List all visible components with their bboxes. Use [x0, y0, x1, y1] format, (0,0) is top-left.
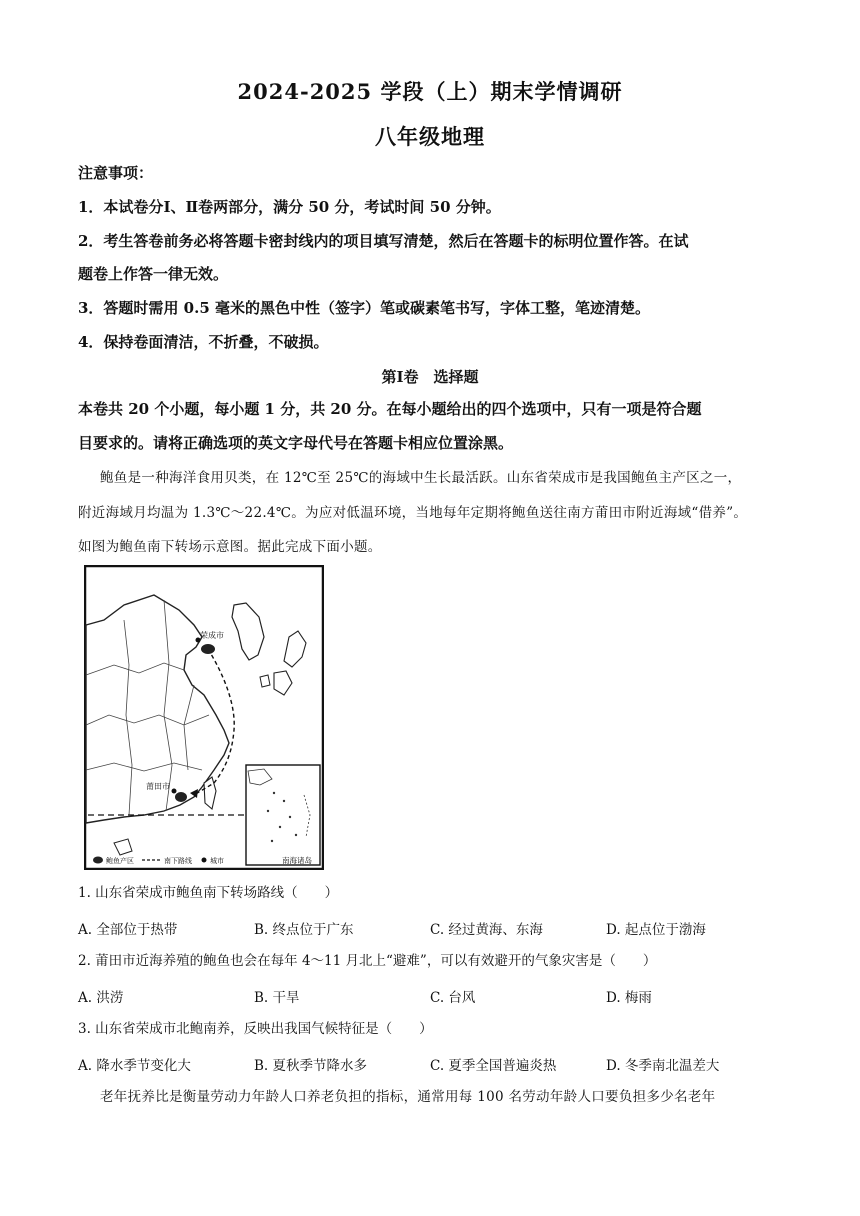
abalone-route-map: [84, 565, 324, 870]
q1-option-d[interactable]: D. 起点位于渤海: [606, 922, 706, 938]
q3-option-a[interactable]: A. 降水季节变化大: [78, 1058, 191, 1074]
section-title: 第Ⅰ卷 选择题: [381, 368, 479, 386]
q2-option-c[interactable]: C. 台风: [430, 990, 476, 1006]
notice-item-2a: 2．考生答卷前务必将答题卡密封线内的项目填写清楚，然后在答题卡的标明位置作答。在试: [78, 232, 689, 250]
notice-item-2b: 题卷上作答一律无效。: [78, 265, 229, 283]
q3-option-d[interactable]: D. 冬季南北温差大: [606, 1058, 720, 1074]
q3-option-b[interactable]: B. 夏秋季节降水多: [254, 1058, 368, 1074]
label-rongcheng: 荣成市: [200, 631, 224, 640]
q2-option-d[interactable]: D. 梅雨: [606, 990, 652, 1006]
q1-option-a[interactable]: A. 全部位于热带: [78, 922, 178, 938]
q3-option-c[interactable]: C. 夏季全国普遍炎热: [430, 1058, 557, 1074]
question-3-stem: 3. 山东省荣成市北鲍南养，反映出我国气候特征是（ ）: [78, 1021, 433, 1037]
q2-option-a[interactable]: A. 洪涝: [78, 990, 124, 1006]
legend-route: 南下路线: [164, 857, 192, 865]
label-putian: 莆田市: [146, 782, 170, 791]
question-2-stem: 2. 莆田市近海养殖的鲍鱼也会在每年 4～11 月北上“避难”，可以有效避开的气象灾害是（ ）: [78, 953, 657, 969]
question-1-stem: 1. 山东省荣成市鲍鱼南下转场路线（ ）: [78, 885, 339, 901]
passage2-line1: 老年抚养比是衡量劳动力年龄人口养老负担的指标，通常用每 100 名劳动年龄人口要负担多少名老年: [100, 1089, 716, 1105]
inset-label: 南海诸岛: [282, 856, 312, 865]
notice-item-1: 1．本试卷分Ⅰ、Ⅱ卷两部分，满分 50 分，考试时间 50 分钟。: [78, 198, 501, 216]
notice-item-4: 4．保持卷面清洁，不折叠，不破损。: [78, 333, 329, 351]
q1-option-c[interactable]: C. 经过黄海、东海: [430, 922, 543, 938]
legend-city: 城市: [210, 857, 224, 865]
notice-heading: 注意事项：: [78, 164, 154, 182]
q2-option-b[interactable]: B. 干旱: [254, 990, 300, 1006]
legend-farm: 鲍鱼产区: [106, 857, 134, 865]
q1-option-b[interactable]: B. 终点位于广东: [254, 922, 354, 938]
exam-title: 2024-2025 学段（上）期末学情调研: [237, 79, 623, 104]
passage1-line2: 附近海域月均温为 1.3℃～22.4℃。为应对低温环境，当地每年定期将鲍鱼送往南方莆田市附近海域“借养”。: [78, 505, 748, 521]
exam-subtitle: 八年级地理: [375, 124, 485, 149]
section-intro-a: 本卷共 20 个小题，每小题 1 分，共 20 分。在每小题给出的四个选项中，只有一项是符合题: [78, 400, 702, 418]
passage1-line3: 如图为鲍鱼南下转场示意图。据此完成下面小题。: [78, 539, 382, 555]
section-intro-b: 目要求的。请将正确选项的英文字母代号在答题卡相应位置涂黑。: [78, 434, 514, 452]
passage1-line1: 鲍鱼是一种海洋食用贝类，在 12℃至 25℃的海域中生长最活跃。山东省荣成市是我国鲍鱼主产区之一，: [100, 470, 742, 486]
notice-item-3: 3．答题时需用 0.5 毫米的黑色中性（签字）笔或碳素笔书写，字体工整，笔迹清楚。: [78, 299, 650, 317]
